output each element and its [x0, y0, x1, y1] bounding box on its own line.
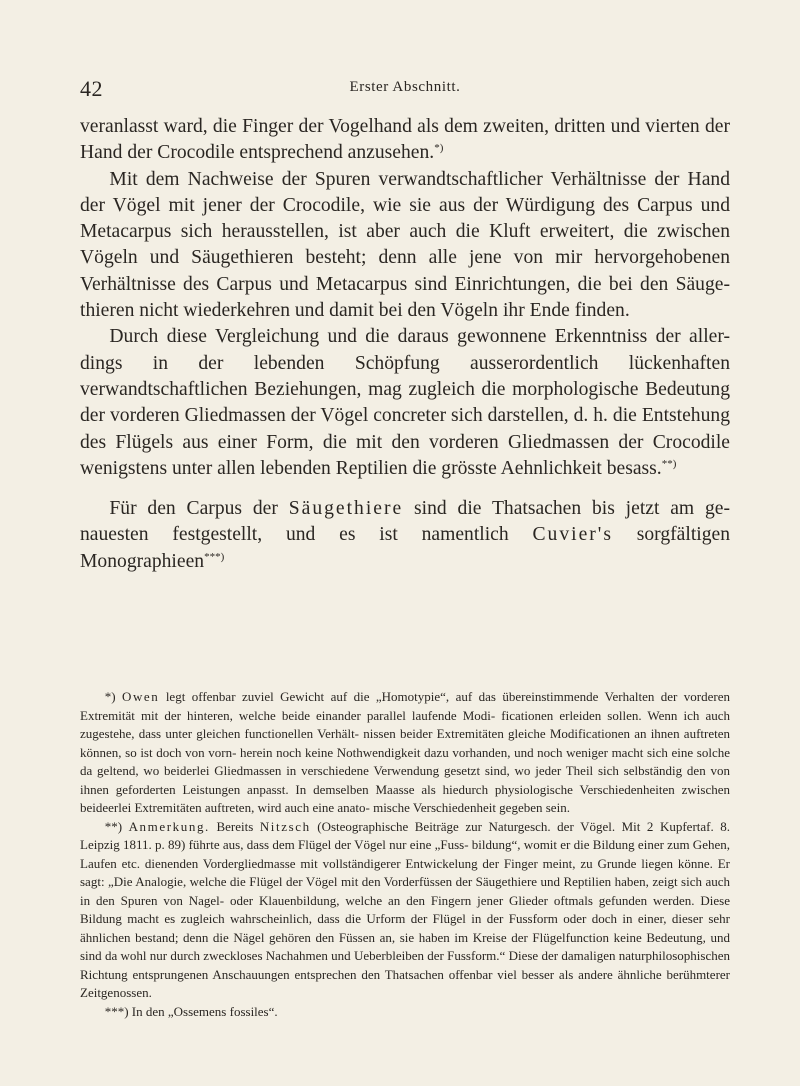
footnote-1-author: Owen [121, 689, 160, 704]
footnote-2 [80, 818, 730, 1003]
footnote-3-mark: ***) [104, 1003, 129, 1019]
footnote-1 [80, 688, 730, 818]
footnote-2-label: Anmerkung. [128, 818, 210, 834]
page-number: 42 [80, 76, 103, 101]
paragraph-4 [80, 496, 730, 575]
footnote-ref-3: ***) [204, 550, 225, 563]
footnote-3 [80, 1003, 730, 1022]
running-head: Erster Abschnitt. [349, 79, 461, 95]
footnote-2-text-a: Bereits [209, 818, 260, 834]
footnote-2-author: Nitzsch [259, 818, 311, 834]
paragraph-4-text-b: sind die Thatsachen bis jetzt am ge- nauesten festgestellt, und es ist namentlich [80, 498, 731, 546]
footnote-ref-2: **) [661, 457, 677, 470]
footnote-3-text: In den „Ossemens fossiles“. [128, 1003, 278, 1019]
main-text [80, 114, 730, 575]
footnote-1-mark: *) [104, 689, 116, 704]
page-header [80, 76, 730, 102]
footnote-1-text: legt offenbar zuviel Gewicht auf die „Homotypie“, auf das übereinstimmende Verhalten der vorderen Extremität mit der hinteren, welche beide einander parallel laufende Modi- ficationen erleiden sollen. Wenn ich auch zugestehe, dass unter gleichen functionellen Verhält- nissen beider Extremitäten gleiche Modificationen an ihnen auftreten können, so ist doch von vorn- herein noch keine Nothwendigkeit dazu vorhanden, und noch weniger macht sich eine solche da geltend, wo beiderlei Gliedmassen in verschiedene Verwendung gesetzt sind, wo jeder Theil sich selbständig den von ihnen geforderten Leistungen anpasst. In demselben Maasse als hiedurch physiologische Verschiedenheiten zwischen beideerlei Extremitäten auftreten, wird auch eine anato- mische Verschiedenheit gegeben sein. [80, 689, 731, 815]
paragraph-4-spaced-term-2: Cuvier's [532, 524, 613, 546]
paragraph-2: Mit dem Nachweise der Spuren verwandtschaftlicher Verhältnisse der Hand der Vögel mit jener der Crocodile, wie sie aus der Würdigung des Carpus und Metacarpus sich herausstellen, ist aber auch die Kluft erweitert, die zwischen Vögeln und Säugethieren besteht; denn alle jene von mir hervorgehobenen Verhältnisse des Carpus und Metacarpus sind Einrichtungen, die bei den Säuge- thieren nicht wiederkehren und damit bei den Vögeln ihr Ende finden. [80, 168, 730, 322]
paragraph-3 [80, 324, 730, 482]
footnotes [80, 688, 730, 1021]
footnote-2-text: (Osteographische Beiträge zur Naturgesch. der Vögel. Mit 2 Kupfertaf. 8. Leipzig 1811. p. 89) führte aus, dass dem Flügel der Vögel nur eine „Fuss- bildung“, womit er die Bildung einer zum Gehen, Laufen etc. dienenden Vordergliedmasse mit vollständigerer Entwickelung der Finger meint, zu Grunde liegen könne. Er sagt: „Die Analogie, welche die Flügel der Vögel mit den Vorderfüssen der Säugethiere und Reptilien haben, zeigt sich auch in den Spuren von Nagel- oder Klauenbildung, welche an den Fingern jener Glieder oftmals gefunden werden. Diese Bildung macht es zugleich wahrscheinlich, dass die Urform der Flügel in der Fussform oder doch in einer, dieser sehr ähnlichen bestand; denn die Nägel gehören den Füssen an, sie haben im Kreise der Flügelfunction keine Bedeutung, und sind da wohl nur durch zweckloses Nachahmen und Ueberbleiben der Fussform.“ Diese der damaligen naturphilosophischen Richtung entsprungenen Anschauungen entsprechen den Thatsachen offenbar viel besser als andere ähnliche berühmterer Zeitgenossen. [80, 818, 731, 1000]
paragraph-1-text: veranlasst ward, die Finger der Vogelhand als dem zweiten, dritten und vierten der Hand der Crocodile entsprechend anzusehen. [80, 116, 730, 164]
paragraph-4-text-c: sorgfältigen Monographieen [80, 524, 730, 572]
footnote-ref-1: *) [434, 142, 444, 155]
footnote-2-mark: **) [104, 818, 123, 834]
paragraph-4-spaced-term-1: Säugethiere [288, 498, 404, 520]
paragraph-1 [80, 114, 730, 167]
paragraph-4-text-a: Für den Carpus der [109, 498, 289, 520]
paragraph-3-text: Durch diese Vergleichung und die daraus gewonnene Erkenntniss der aller- dings in der lebenden Schöpfung ausserordentlich lückenhaften verwandtschaftlichen Beziehungen, mag zugleich die morphologische Bedeutung der vorderen Gliedmassen der Vögel concreter sich darstellen, d. h. die Entstehung des Flügels aus einer Form, die mit den vorderen Gliedmassen der Crocodile wenigstens unter allen lebenden Reptilien die grösste Aehnlichkeit besass. [80, 326, 730, 479]
